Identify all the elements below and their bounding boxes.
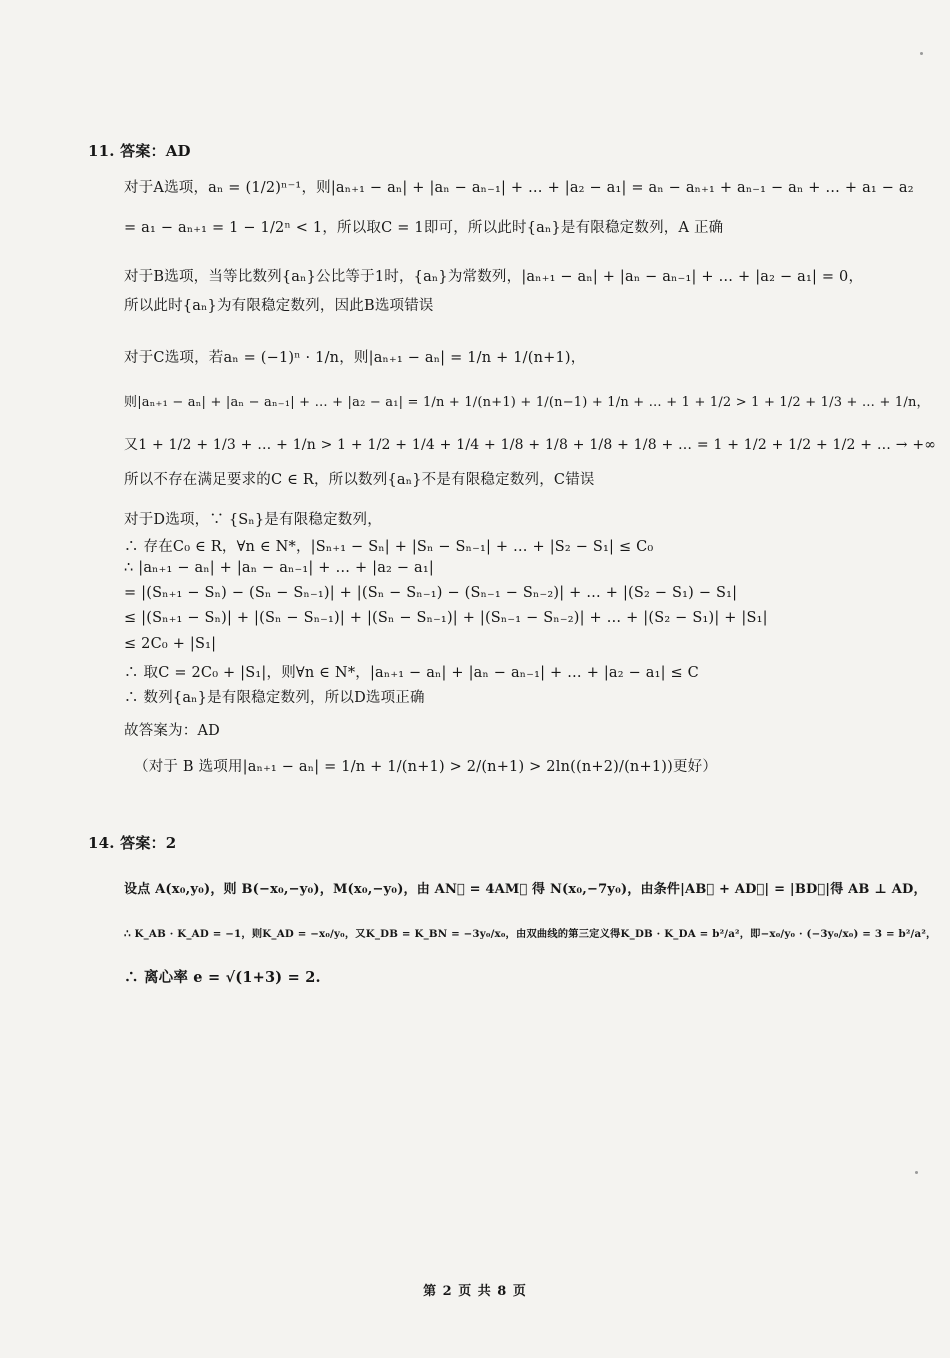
q14-line-1: 设点 A(x₀,y₀)，则 B(−x₀,−y₀)，M(x₀,−y₀)，由 AN⃗ = 4AM⃗ 得 N(x₀,−7y₀)，由条件|AB⃗ + AD⃗| = |BD⃗|得 AB ⊥ AD， (124, 882, 927, 897)
q11-answer: 故答案为：AD (124, 723, 220, 739)
scan-speck (915, 1171, 918, 1174)
q11-option-d-line-3: ∴ |aₙ₊₁ − aₙ| + |aₙ − aₙ₋₁| + … + |a₂ − a₁| (124, 560, 434, 576)
page-footer: 第 2 页 共 8 页 (423, 1284, 527, 1299)
q11-option-d-line-4: = |(Sₙ₊₁ − Sₙ) − (Sₙ − Sₙ₋₁)| + |(Sₙ − Sₙ₋₁) − (Sₙ₋₁ − Sₙ₋₂)| + … + |(S₂ − S₁) − S₁| (124, 585, 738, 601)
q11-heading: 11. 答案：AD (88, 142, 191, 160)
q14-heading: 14. 答案：2 (88, 834, 177, 852)
scan-speck (920, 52, 923, 55)
q11-option-c-line-4: 所以不存在满足要求的C ∈ R，所以数列{aₙ}不是有限稳定数列，C错误 (124, 472, 595, 488)
q11-option-c-line-1: 对于C选项，若aₙ = (−1)ⁿ · 1/n，则|aₙ₊₁ − aₙ| = 1/n + 1/(n+1)， (124, 350, 586, 366)
q11-option-a-line-2: = a₁ − aₙ₊₁ = 1 − 1/2ⁿ < 1，所以取C = 1即可，所以此时{aₙ}是有限稳定数列，A 正确 (124, 220, 724, 236)
q14-line-2: ∴ K_AB · K_AD = −1，则K_AD = −x₀/y₀，又K_DB = K_BN = −3y₀/x₀，由双曲线的第三定义得K_DB · K_DA = b²/a²，即−x₀/y₀ · (−3y₀/x₀) = 3 = b²/a²， (124, 928, 937, 940)
q11-option-a-line-1: 对于A选项，aₙ = (1/2)ⁿ⁻¹，则|aₙ₊₁ − aₙ| + |aₙ − aₙ₋₁| + … + |a₂ − a₁| = aₙ − aₙ₊₁ + aₙ₋₁ − aₙ + … + a₁ − a₂ (124, 180, 914, 196)
q11-option-c-line-2: 则|aₙ₊₁ − aₙ| + |aₙ − aₙ₋₁| + … + |a₂ − a₁| = 1/n + 1/(n+1) + 1/(n−1) + 1/n + … + 1 + 1/2 > 1 + 1/2 + 1/3 + … + 1/n， (124, 395, 930, 410)
q11-option-d-line-5: ≤ |(Sₙ₊₁ − Sₙ)| + |(Sₙ − Sₙ₋₁)| + |(Sₙ − Sₙ₋₁)| + |(Sₙ₋₁ − Sₙ₋₂)| + … + |(S₂ − S₁)| + |S₁| (124, 610, 768, 626)
q11-option-b-line-1: 对于B选项，当等比数列{aₙ}公比等于1时，{aₙ}为常数列，|aₙ₊₁ − aₙ| + |aₙ − aₙ₋₁| + … + |a₂ − a₁| = 0， (124, 269, 864, 285)
q11-note: （对于 B 选项用|aₙ₊₁ − aₙ| = 1/n + 1/(n+1) > 2/(n+1) > 2ln((n+2)/(n+1))更好） (134, 759, 718, 775)
q11-option-d-line-6: ≤ 2C₀ + |S₁| (124, 636, 217, 652)
q11-option-c-line-3: 又1 + 1/2 + 1/3 + … + 1/n > 1 + 1/2 + 1/4 + 1/4 + 1/8 + 1/8 + 1/8 + 1/8 + … = 1 + 1/2 + 1/2 + 1/2 + … → +∞ (124, 437, 937, 453)
q11-option-d-line-7: ∴ 取C = 2C₀ + |S₁|，则∀n ∈ N*，|aₙ₊₁ − aₙ| + |aₙ − aₙ₋₁| + … + |a₂ − a₁| ≤ C (124, 665, 699, 681)
q11-option-d-line-8: ∴ 数列{aₙ}是有限稳定数列，所以D选项正确 (124, 690, 425, 706)
q11-option-d-line-2: ∴ 存在C₀ ∈ R，∀n ∈ N*，|Sₙ₊₁ − Sₙ| + |Sₙ − Sₙ₋₁| + … + |S₂ − S₁| ≤ C₀ (124, 539, 654, 555)
q11-option-b-line-2: 所以此时{aₙ}为有限稳定数列，因此B选项错误 (124, 298, 434, 314)
q11-option-d-line-1: 对于D选项，∵ {Sₙ}是有限稳定数列， (124, 512, 382, 528)
q14-line-3: ∴ 离心率 e = √(1+3) = 2. (124, 969, 321, 986)
